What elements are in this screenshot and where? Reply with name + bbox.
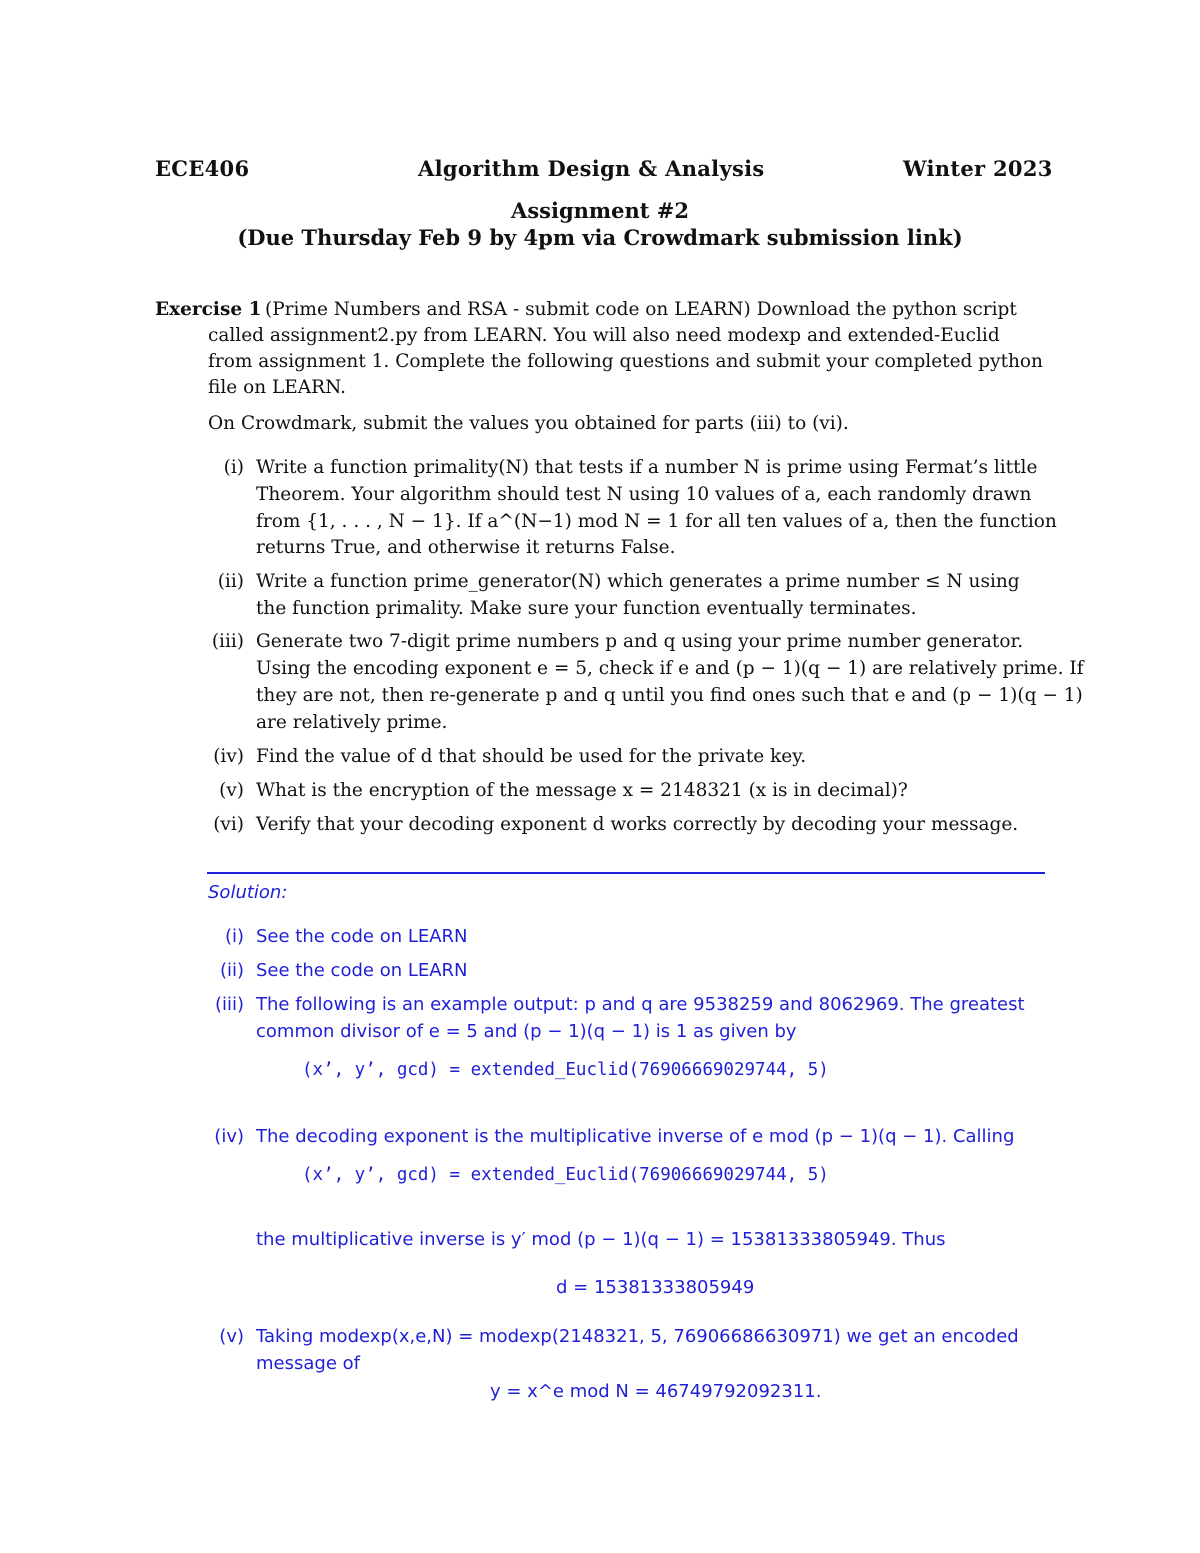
item-text-line: the function primality. Make sure your function eventually terminates. bbox=[256, 598, 917, 619]
item-text-line: Using the encoding exponent e = 5, check if e and (p − 1)(q − 1) are relatively prime. If bbox=[256, 658, 1084, 679]
term: Winter 2023 bbox=[903, 156, 1053, 181]
solution-label: (i) bbox=[224, 926, 244, 947]
item-label: (v) bbox=[219, 780, 244, 801]
item-text-line: Theorem. Your algorithm should test N using 10 values of a, each randomly drawn bbox=[256, 484, 1032, 505]
solution-label: (ii) bbox=[219, 960, 244, 981]
item-text-line: are relatively prime. bbox=[256, 712, 448, 733]
solution-label: (iii) bbox=[214, 994, 244, 1015]
solution-label: (iv) bbox=[214, 1126, 244, 1147]
solution-text: the multiplicative inverse is y′ mod (p − 1)(q − 1) = 15381333805949. Thus bbox=[256, 1229, 946, 1250]
crowdmark-instruction: On Crowdmark, submit the values you obtained for parts (iii) to (vi). bbox=[208, 413, 849, 434]
item-text-line: Find the value of d that should be used for the private key. bbox=[256, 746, 807, 767]
item-text-line: Generate two 7-digit prime numbers p and q using your prime number generator. bbox=[256, 631, 1024, 652]
item-text-line: returns True, and otherwise it returns False. bbox=[256, 537, 676, 558]
exercise-intro-line: (Prime Numbers and RSA - submit code on LEARN) Download the python script bbox=[265, 299, 1017, 320]
due-date: (Due Thursday Feb 9 by 4pm via Crowdmark submission link) bbox=[237, 225, 963, 250]
solution-text: Taking modexp(x,e,N) = modexp(2148321, 5, 76906686630971) we get an encoded bbox=[256, 1326, 1019, 1347]
item-label: (ii) bbox=[217, 571, 244, 592]
solution-text: See the code on LEARN bbox=[256, 960, 468, 981]
item-label: (iii) bbox=[211, 631, 244, 652]
solution-code: (x’, y’, gcd) = extended_Euclid(76906669029744, 5) bbox=[302, 1060, 829, 1080]
solution-text: common divisor of e = 5 and (p − 1)(q − 1) is 1 as given by bbox=[256, 1021, 797, 1042]
assignment-title: Assignment #2 bbox=[511, 198, 689, 223]
solution-text: The following is an example output: p and q are 9538259 and 8062969. The greatest bbox=[256, 994, 1025, 1015]
solution-label: (v) bbox=[219, 1326, 244, 1347]
item-text-line: Write a function prime_generator(N) which generates a prime number ≤ N using bbox=[256, 571, 1020, 592]
solution-divider bbox=[207, 872, 1045, 874]
item-text-line: Verify that your decoding exponent d works correctly by decoding your message. bbox=[256, 814, 1019, 835]
exercise-intro-line: from assignment 1. Complete the following questions and submit your completed python bbox=[208, 351, 1043, 372]
solution-heading: Solution: bbox=[208, 882, 288, 903]
exercise-label: Exercise 1 bbox=[155, 299, 262, 320]
solution-result: d = 15381333805949 bbox=[556, 1277, 755, 1298]
course-subject: Algorithm Design & Analysis bbox=[418, 156, 765, 181]
item-label: (i) bbox=[223, 457, 244, 478]
solution-text: The decoding exponent is the multiplicative inverse of e mod (p − 1)(q − 1). Calling bbox=[256, 1126, 1015, 1147]
solution-text: message of bbox=[256, 1353, 360, 1374]
course-code: ECE406 bbox=[155, 156, 250, 181]
item-text-line: What is the encryption of the message x = 2148321 (x is in decimal)? bbox=[256, 780, 908, 801]
item-text-line: from {1, . . . , N − 1}. If a^(N−1) mod N = 1 for all ten values of a, then the function bbox=[256, 511, 1057, 532]
exercise-intro-line: called assignment2.py from LEARN. You will also need modexp and extended-Euclid bbox=[208, 325, 1000, 346]
solution-result: y = x^e mod N = 46749792092311. bbox=[490, 1381, 822, 1402]
solution-text: See the code on LEARN bbox=[256, 926, 468, 947]
item-text-line: Write a function primality(N) that tests if a number N is prime using Fermat’s little bbox=[256, 457, 1038, 478]
solution-code: (x’, y’, gcd) = extended_Euclid(76906669029744, 5) bbox=[302, 1165, 829, 1185]
item-label: (vi) bbox=[213, 814, 244, 835]
item-text-line: they are not, then re-generate p and q until you find ones such that e and (p − 1)(q − 1) bbox=[256, 685, 1083, 706]
item-label: (iv) bbox=[213, 746, 244, 767]
exercise-intro-line: file on LEARN. bbox=[208, 377, 346, 398]
